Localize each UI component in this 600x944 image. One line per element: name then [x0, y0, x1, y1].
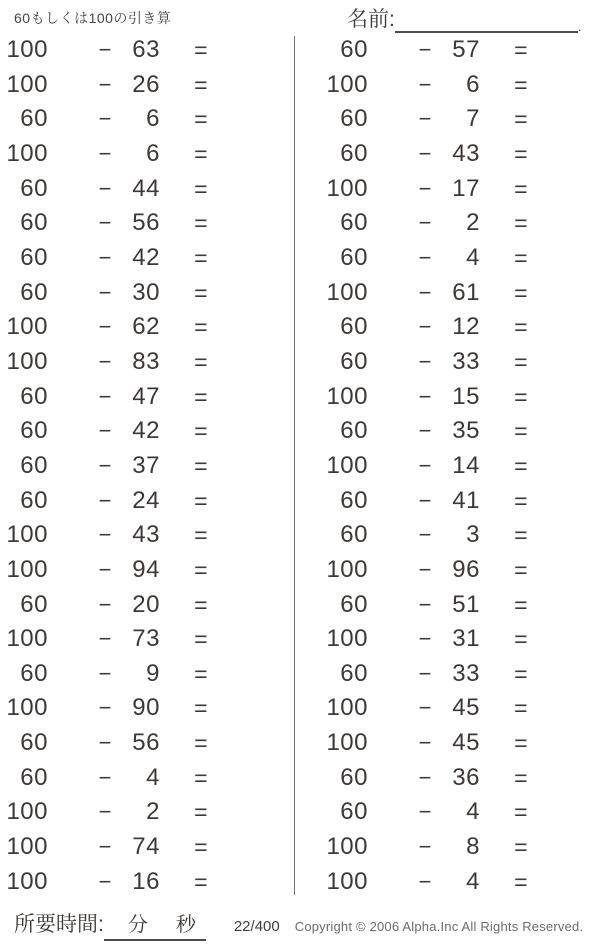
subtrahend: 4 — [146, 763, 160, 791]
equals-sign: = — [194, 210, 208, 237]
minus-sign: − — [418, 106, 432, 132]
subtrahend: 47 — [132, 382, 160, 410]
minuend: 100 — [326, 555, 368, 583]
problem-row — [320, 210, 600, 236]
problem-row — [320, 314, 600, 340]
problem-row — [0, 522, 300, 548]
minus-sign: − — [418, 314, 432, 340]
equals-sign: = — [514, 140, 528, 167]
minuend: 60 — [20, 659, 48, 687]
equals-sign: = — [514, 730, 528, 757]
subtrahend: 4 — [466, 798, 480, 826]
equals-sign: = — [514, 868, 528, 895]
minus-sign: − — [98, 660, 112, 686]
minus-sign: − — [98, 279, 112, 305]
problem-row — [0, 37, 300, 63]
equals-sign: = — [514, 279, 528, 306]
minuend: 100 — [6, 521, 48, 549]
problem-row — [0, 72, 300, 98]
problem-row — [0, 765, 300, 791]
problem-row — [0, 557, 300, 583]
problem-row — [320, 453, 600, 479]
name-write-in-line — [395, 7, 578, 33]
minus-sign: − — [98, 71, 112, 97]
minus-sign: − — [98, 314, 112, 340]
minuend: 60 — [340, 313, 368, 341]
minus-sign: − — [98, 868, 112, 894]
problem-row — [320, 765, 600, 791]
minuend: 60 — [20, 451, 48, 479]
equals-sign: = — [514, 175, 528, 202]
seconds-label: 秒 — [175, 914, 196, 936]
minus-sign: − — [418, 591, 432, 617]
minuend: 60 — [340, 139, 368, 167]
copyright-notice: Copyright © 2006 Alpha.Inc All Rights Reserved. — [294, 919, 584, 934]
minus-sign: − — [418, 556, 432, 582]
minus-sign: − — [418, 660, 432, 686]
minus-sign: − — [98, 834, 112, 860]
minuend: 60 — [20, 486, 48, 514]
minus-sign: − — [98, 348, 112, 374]
minus-sign: − — [98, 37, 112, 62]
subtrahend: 56 — [132, 209, 160, 237]
minus-sign: − — [98, 106, 112, 132]
problem-row — [320, 869, 600, 895]
minuend: 60 — [340, 105, 368, 133]
problem-row — [320, 730, 600, 756]
subtrahend: 33 — [452, 659, 480, 687]
minuend: 60 — [20, 590, 48, 618]
equals-sign: = — [514, 487, 528, 514]
subtrahend: 44 — [132, 174, 160, 202]
problem-row — [0, 245, 300, 271]
subtrahend: 43 — [452, 139, 480, 167]
minuend: 100 — [326, 833, 368, 861]
minuend: 60 — [340, 36, 368, 63]
equals-sign: = — [194, 279, 208, 306]
problem-row — [320, 799, 600, 825]
subtrahend: 6 — [146, 105, 160, 133]
minus-sign: − — [418, 522, 432, 548]
minus-sign: − — [98, 591, 112, 617]
problem-row — [0, 210, 300, 236]
problem-row — [0, 280, 300, 306]
problem-row — [0, 453, 300, 479]
minuend: 100 — [6, 36, 48, 63]
subtrahend: 6 — [146, 139, 160, 167]
equals-sign: = — [194, 140, 208, 167]
equals-sign: = — [514, 418, 528, 445]
subtrahend: 7 — [466, 105, 480, 133]
equals-sign: = — [194, 868, 208, 895]
subtrahend: 16 — [132, 867, 160, 895]
problem-row — [320, 106, 600, 132]
subtrahend: 12 — [452, 313, 480, 341]
minus-sign: − — [418, 730, 432, 756]
subtrahend: 6 — [466, 70, 480, 98]
subtrahend: 94 — [132, 555, 160, 583]
equals-sign: = — [194, 626, 208, 653]
minuend: 60 — [20, 209, 48, 237]
problem-row — [0, 661, 300, 687]
equals-sign: = — [514, 695, 528, 722]
subtrahend: 63 — [132, 36, 160, 63]
minus-sign: − — [418, 140, 432, 166]
minuend: 100 — [6, 694, 48, 722]
subtrahend: 61 — [452, 278, 480, 306]
subtrahend: 8 — [466, 833, 480, 861]
problem-row — [0, 869, 300, 895]
minus-sign: − — [98, 730, 112, 756]
problem-row — [320, 349, 600, 375]
minuend: 60 — [20, 763, 48, 791]
equals-sign: = — [194, 37, 208, 63]
equals-sign: = — [514, 383, 528, 410]
problem-row — [320, 557, 600, 583]
minus-sign: − — [418, 764, 432, 790]
minus-sign: − — [98, 244, 112, 270]
problem-row — [0, 799, 300, 825]
subtrahend: 14 — [452, 451, 480, 479]
subtrahend: 30 — [132, 278, 160, 306]
equals-sign: = — [194, 522, 208, 549]
minus-sign: − — [98, 695, 112, 721]
minuend: 60 — [340, 590, 368, 618]
problem-row — [320, 72, 600, 98]
minuend: 100 — [326, 174, 368, 202]
minuend: 60 — [20, 382, 48, 410]
equals-sign: = — [514, 314, 528, 341]
minutes-label: 分 — [127, 914, 148, 936]
subtrahend: 17 — [452, 174, 480, 202]
minuend: 60 — [20, 729, 48, 757]
problem-row — [0, 314, 300, 340]
subtrahend: 4 — [466, 867, 480, 895]
minuend: 60 — [340, 763, 368, 791]
subtrahend: 33 — [452, 347, 480, 375]
equals-sign: = — [194, 418, 208, 445]
equals-sign: = — [194, 556, 208, 583]
minus-sign: − — [98, 764, 112, 790]
minuend: 100 — [6, 139, 48, 167]
subtrahend: 43 — [132, 521, 160, 549]
minus-sign: − — [98, 383, 112, 409]
minuend: 100 — [326, 70, 368, 98]
subtrahend: 41 — [452, 486, 480, 514]
minuend: 100 — [6, 833, 48, 861]
minus-sign: − — [98, 522, 112, 548]
equals-sign: = — [514, 348, 528, 375]
equals-sign: = — [194, 383, 208, 410]
minus-sign: − — [98, 487, 112, 513]
minuend: 100 — [326, 382, 368, 410]
name-label: 名前: — [347, 8, 395, 31]
minus-sign: − — [418, 695, 432, 721]
problem-row — [320, 522, 600, 548]
problem-row — [0, 141, 300, 167]
equals-sign: = — [514, 626, 528, 653]
minuend: 60 — [20, 243, 48, 271]
equals-sign: = — [194, 452, 208, 479]
time-required-label: 所要時間: — [14, 913, 104, 936]
minuend: 60 — [340, 209, 368, 237]
minus-sign: − — [98, 210, 112, 236]
subtrahend: 4 — [466, 243, 480, 271]
minuend: 60 — [20, 278, 48, 306]
minus-sign: − — [418, 244, 432, 270]
minuend: 100 — [326, 694, 368, 722]
minus-sign: − — [418, 418, 432, 444]
subtrahend: 2 — [146, 798, 160, 826]
subtrahend: 73 — [132, 625, 160, 653]
minus-sign: − — [418, 834, 432, 860]
minus-sign: − — [98, 556, 112, 582]
minuend: 60 — [340, 417, 368, 445]
minus-sign: − — [418, 487, 432, 513]
equals-sign: = — [514, 71, 528, 98]
subtrahend: 90 — [132, 694, 160, 722]
subtrahend: 51 — [452, 590, 480, 618]
minus-sign: − — [418, 210, 432, 236]
problem-row — [0, 730, 300, 756]
problem-row — [320, 280, 600, 306]
time-write-in-line — [104, 908, 206, 941]
minus-sign: − — [98, 626, 112, 652]
equals-sign: = — [194, 834, 208, 861]
minuend: 60 — [20, 417, 48, 445]
subtrahend: 45 — [452, 729, 480, 757]
problem-row — [320, 695, 600, 721]
minuend: 60 — [340, 347, 368, 375]
equals-sign: = — [514, 799, 528, 826]
minus-sign: − — [98, 418, 112, 444]
subtrahend: 35 — [452, 417, 480, 445]
subtrahend: 45 — [452, 694, 480, 722]
minus-sign: − — [418, 868, 432, 894]
problem-row — [320, 141, 600, 167]
problem-row — [320, 626, 600, 652]
minuend: 100 — [326, 625, 368, 653]
problem-row — [320, 661, 600, 687]
equals-sign: = — [514, 106, 528, 133]
problem-row — [0, 626, 300, 652]
problem-row — [0, 418, 300, 444]
minuend: 100 — [326, 451, 368, 479]
minus-sign: − — [418, 348, 432, 374]
equals-sign: = — [514, 210, 528, 237]
subtrahend: 56 — [132, 729, 160, 757]
problem-row — [0, 488, 300, 514]
minus-sign: − — [418, 383, 432, 409]
minuend: 60 — [340, 486, 368, 514]
equals-sign: = — [514, 556, 528, 583]
minus-sign: − — [418, 452, 432, 478]
equals-sign: = — [514, 660, 528, 687]
problem-row — [320, 245, 600, 271]
minuend: 100 — [6, 555, 48, 583]
minus-sign: − — [418, 626, 432, 652]
subtrahend: 96 — [452, 555, 480, 583]
minuend: 60 — [340, 243, 368, 271]
subtrahend: 20 — [132, 590, 160, 618]
minus-sign: − — [418, 37, 432, 62]
problem-row — [320, 176, 600, 202]
minuend: 100 — [6, 313, 48, 341]
subtrahend: 26 — [132, 70, 160, 98]
problem-row — [0, 592, 300, 618]
subtrahend: 74 — [132, 833, 160, 861]
problem-row — [0, 349, 300, 375]
equals-sign: = — [194, 591, 208, 618]
minuend: 100 — [6, 347, 48, 375]
minuend: 60 — [340, 798, 368, 826]
minuend: 100 — [6, 70, 48, 98]
equals-sign: = — [194, 71, 208, 98]
problem-row — [320, 37, 600, 63]
equals-sign: = — [194, 314, 208, 341]
equals-sign: = — [514, 522, 528, 549]
minuend: 60 — [340, 521, 368, 549]
equals-sign: = — [514, 834, 528, 861]
minus-sign: − — [98, 452, 112, 478]
problem-row — [0, 106, 300, 132]
equals-sign: = — [194, 799, 208, 826]
subtrahend: 31 — [452, 625, 480, 653]
equals-sign: = — [514, 244, 528, 271]
subtrahend: 2 — [466, 209, 480, 237]
minus-sign: − — [418, 279, 432, 305]
minus-sign: − — [418, 175, 432, 201]
page-title: 60もしくは100の引き算 — [14, 10, 172, 26]
subtrahend: 3 — [466, 521, 480, 549]
subtrahend: 83 — [132, 347, 160, 375]
equals-sign: = — [194, 244, 208, 271]
problem-row — [320, 834, 600, 860]
problem-row — [320, 592, 600, 618]
name-field — [347, 3, 581, 33]
problem-row — [0, 176, 300, 202]
minus-sign: − — [98, 175, 112, 201]
minuend: 100 — [6, 625, 48, 653]
equals-sign: = — [514, 452, 528, 479]
equals-sign: = — [194, 764, 208, 791]
subtrahend: 42 — [132, 417, 160, 445]
subtrahend: 36 — [452, 763, 480, 791]
minuend: 100 — [326, 729, 368, 757]
problem-row — [0, 695, 300, 721]
problem-row — [0, 384, 300, 410]
minuend: 100 — [326, 867, 368, 895]
minuend: 100 — [6, 867, 48, 895]
minus-sign: − — [418, 799, 432, 825]
minuend: 100 — [6, 798, 48, 826]
subtrahend: 57 — [452, 36, 480, 63]
equals-sign: = — [514, 591, 528, 618]
name-line-terminator: . — [577, 19, 582, 34]
equals-sign: = — [194, 175, 208, 202]
minuend: 100 — [326, 278, 368, 306]
minuend: 60 — [340, 659, 368, 687]
equals-sign: = — [514, 37, 528, 63]
subtrahend: 37 — [132, 451, 160, 479]
subtrahend: 42 — [132, 243, 160, 271]
subtrahend: 24 — [132, 486, 160, 514]
subtrahend: 62 — [132, 313, 160, 341]
sheet-number: 22/400 — [233, 918, 280, 935]
minuend: 60 — [20, 105, 48, 133]
problem-row — [320, 384, 600, 410]
minus-sign: − — [418, 71, 432, 97]
equals-sign: = — [194, 106, 208, 133]
equals-sign: = — [194, 660, 208, 687]
subtrahend: 9 — [146, 659, 160, 687]
problems-column-left — [0, 37, 300, 895]
equals-sign: = — [194, 487, 208, 514]
equals-sign: = — [194, 695, 208, 722]
problem-row — [0, 834, 300, 860]
equals-sign: = — [194, 348, 208, 375]
problems-column-right — [320, 37, 600, 895]
equals-sign: = — [194, 730, 208, 757]
minus-sign: − — [98, 140, 112, 166]
problem-row — [320, 418, 600, 444]
problem-row — [320, 488, 600, 514]
subtrahend: 15 — [452, 382, 480, 410]
minus-sign: − — [98, 799, 112, 825]
minuend: 60 — [20, 174, 48, 202]
equals-sign: = — [514, 764, 528, 791]
footer — [14, 908, 594, 941]
